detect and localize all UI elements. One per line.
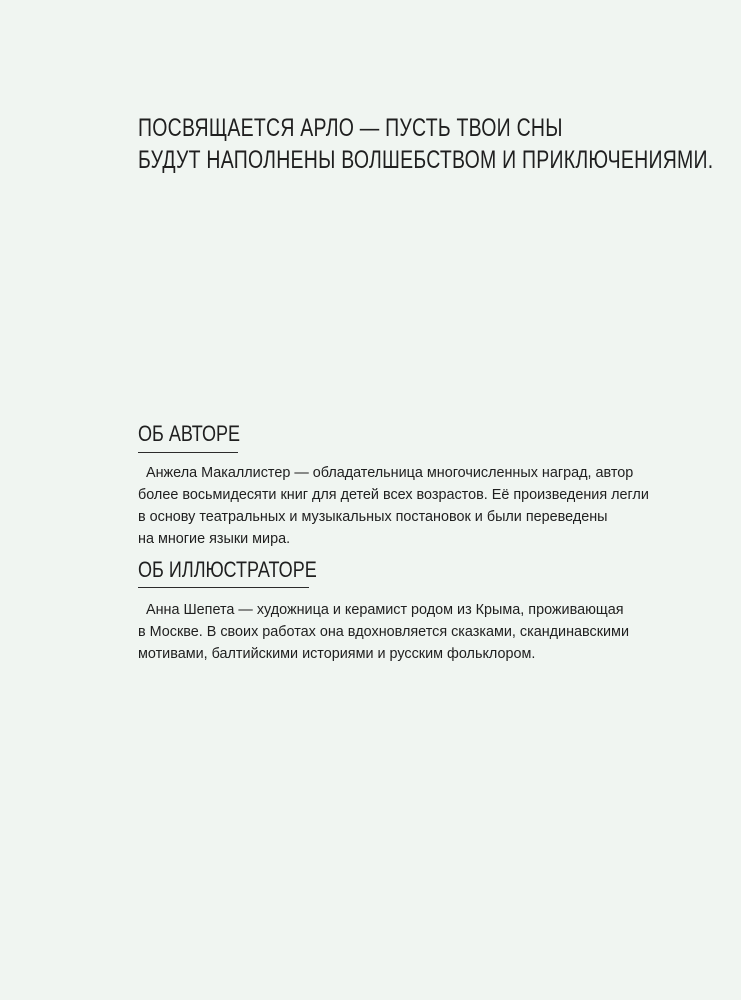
dedication-line-1: ПОСВЯЩАЕТСЯ АРЛО — ПУСТЬ ТВОИ СНЫ xyxy=(138,114,563,142)
about-illustrator-heading: ОБ ИЛЛЮСТРАТОРЕ xyxy=(138,557,317,582)
about-author-line-3: в основу театральных и музыкальных постановок и были переведены xyxy=(138,509,608,525)
about-illustrator-line-3: мотивами, балтийскими историями и русским фольклором. xyxy=(138,646,536,662)
about-illustrator-underline xyxy=(138,587,309,588)
about-author-underline xyxy=(138,452,238,453)
dedication-line-2: БУДУТ НАПОЛНЕНЫ ВОЛШЕБСТВОМ И ПРИКЛЮЧЕНИЯМИ. xyxy=(138,146,714,174)
about-illustrator-line-2: в Москве. В своих работах она вдохновляется сказками, скандинавскими xyxy=(138,624,629,640)
dedication xyxy=(138,112,714,176)
about-author-heading: ОБ АВТОРЕ xyxy=(138,421,241,446)
about-author-line-2: более восьмидесяти книг для детей всех возрастов. Её произведения легли xyxy=(138,487,649,503)
about-author-line-4: на многие языки мира. xyxy=(138,531,291,547)
about-author-text xyxy=(138,462,658,550)
about-illustrator-text xyxy=(138,599,658,665)
about-illustrator-line-1: Анна Шепета — художница и керамист родом из Крыма, проживающая xyxy=(146,602,624,618)
about-author-line-1: Анжела Макаллистер — обладательница многочисленных наград, автор xyxy=(146,465,634,481)
